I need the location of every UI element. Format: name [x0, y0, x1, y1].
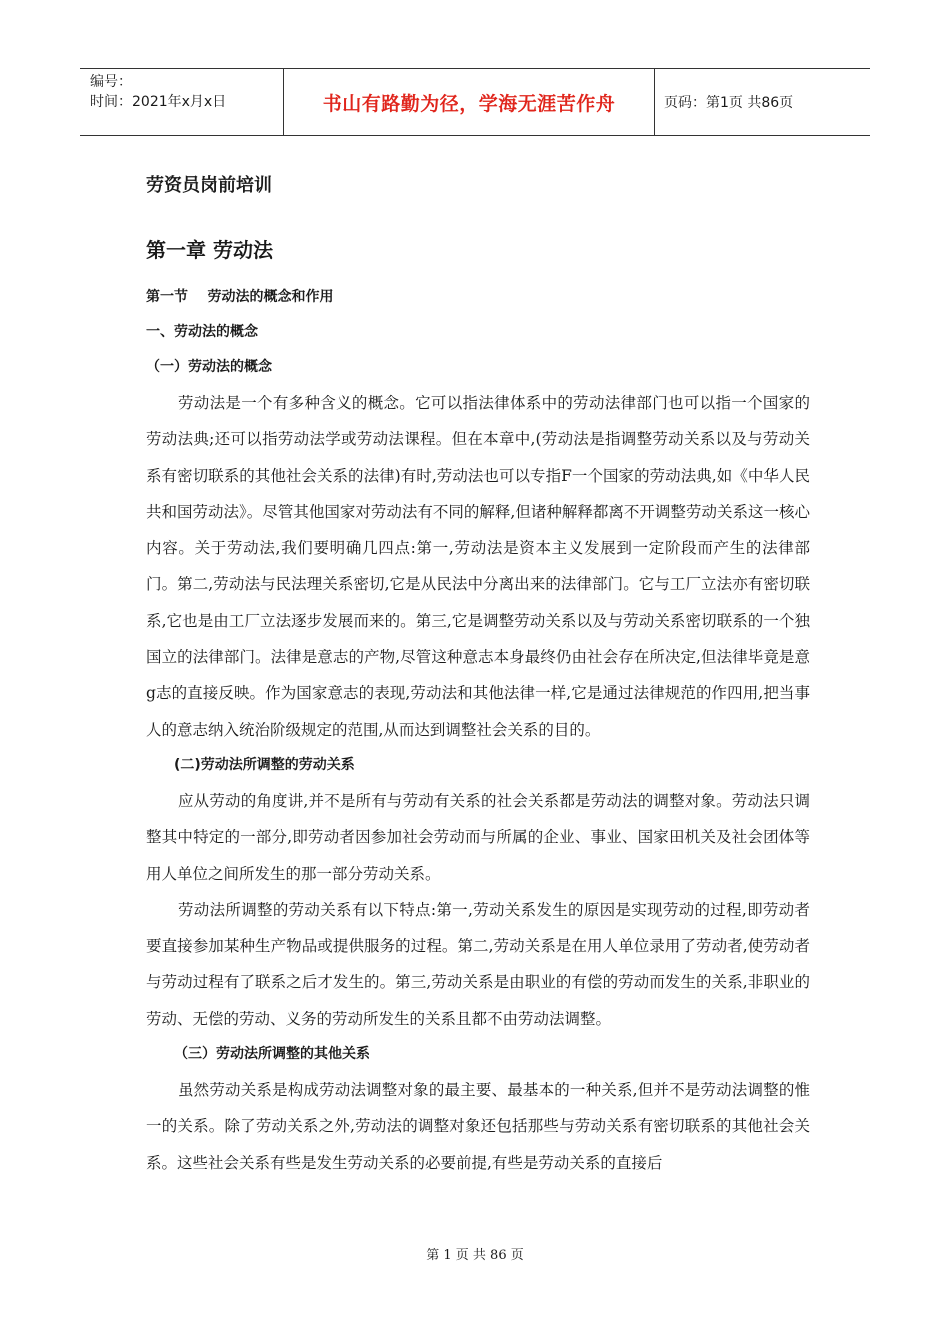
- header-page-info: 页码：第1页 共86页: [664, 95, 794, 111]
- header-motto: 书山有路勤为径，学海无涯苦作舟: [283, 69, 655, 135]
- block-heading-2: (二)劳动法所调整的劳动关系: [174, 756, 355, 773]
- section-heading: 第一节 劳动法的概念和作用: [146, 289, 334, 305]
- document-title: 劳资员岗前培训: [146, 175, 272, 196]
- block-heading-3: （三）劳动法所调整的其他关系: [174, 1046, 370, 1063]
- paragraph: 劳动法所调整的劳动关系有以下特点:第一,劳动关系发生的原因是实现劳动的过程,即劳动者要直接参加某种生产物品或提供服务的过程。第二,劳动关系是在用人单位录用了劳动者,使劳动者与劳动过程有了联系之后才发生的。第三,劳动关系是由职业的有偿的劳动而发生的关系,非职业的劳动、无偿的劳动、义务的劳动所发生的关系且都不由劳动法调整。: [146, 900, 810, 1028]
- paragraph: 虽然劳动关系是构成劳动法调整对象的最主要、最基本的一种关系,但并不是劳动法调整的惟一的关系。除了劳动关系之外,劳动法的调整对象还包括那些与劳动关系有密切联系的其他社会关系。这些社会关系有些是发生劳动关系的必要前提,有些是劳动关系的直接后: [146, 1081, 810, 1172]
- chapter-heading: 第一章 劳动法: [146, 238, 273, 262]
- document-number-label: 编号：: [90, 74, 132, 90]
- paragraph: 劳动法是一个有多种含义的概念。它可以指法律体系中的劳动法律部门也可以指一个国家的劳动法典;还可以指劳动法学或劳动法课程。但在本章中,(劳动法是指调整劳动关系以及与劳动关系有密切联系的其他社会关系的法律)有时,劳动法也可以专指F一个国家的劳动法典,如《中华人民共和国劳动法》。尽管其他国家对劳动法有不同的解释,但诸种解释都离不开调整劳动关系这一核心内容。关于劳动法,我们要明确几四点:第一,劳动法是资本主义发展到一定阶段而产生的法律部门。第二,劳动法与民法理关系密切,它是从民法中分离出来的法律部门。它与工厂立法亦有密切联系,它也是由工厂立法逐步发展而来的。第三,它是调整劳动关系以及与劳动关系密切联系的一个独国立的法律部门。法律是意志的产物,尽管这种意志本身最终仍由社会存在所决定,但法律毕竟是意g志的直接反映。作为国家意志的表现,劳动法和其他法律一样,它是通过法律规范的作四用,把当事人的意志纳入统治阶级规定的范围,从而达到调整社会关系的目的。: [146, 394, 810, 739]
- document-date: 时间：2021年x月x日: [90, 94, 227, 110]
- header-meta: [80, 69, 283, 135]
- block-heading-1: （一）劳动法的概念: [146, 359, 272, 375]
- page-footer: 第 1 页 共 86 页: [426, 1248, 524, 1263]
- paragraph: 应从劳动的角度讲,并不是所有与劳动有关系的社会关系都是劳动法的调整对象。劳动法只调整其中特定的一部分,即劳动者因参加社会劳动而与所属的企业、事业、国家田机关及社会团体等用人单位之间所发生的那一部分劳动关系。: [146, 791, 810, 883]
- subsection-heading: 一、劳动法的概念: [146, 324, 258, 340]
- page-header: [80, 68, 870, 136]
- document-body: [146, 168, 810, 1181]
